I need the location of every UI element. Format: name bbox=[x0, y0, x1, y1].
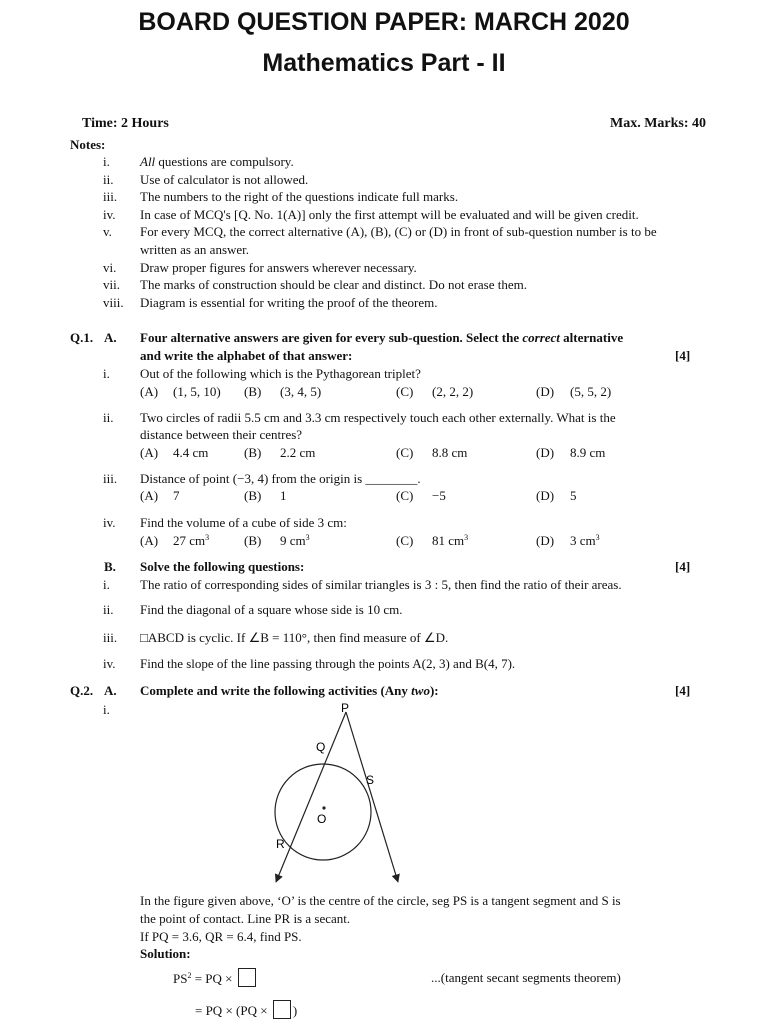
option-label: (B) bbox=[244, 488, 262, 503]
mcq-number: i. bbox=[103, 366, 110, 381]
option-value: 4.4 cm bbox=[173, 445, 209, 460]
option-label: (C) bbox=[396, 533, 414, 548]
option-value: (3, 4, 5) bbox=[280, 384, 322, 399]
note-number: vii. bbox=[103, 277, 120, 292]
option-value: (1, 5, 10) bbox=[173, 384, 221, 399]
option-label: (D) bbox=[536, 488, 555, 503]
note-number: vi. bbox=[103, 260, 117, 275]
section-letter: B. bbox=[104, 559, 116, 574]
note-text-continued: written as an answer. bbox=[140, 242, 250, 257]
note-text: Draw proper figures for answers wherever necessary. bbox=[140, 260, 417, 275]
point-o-label: O bbox=[317, 812, 327, 826]
short-q-text: Find the diagonal of a square whose side is 10 cm. bbox=[140, 602, 403, 617]
option-value: 8.9 cm bbox=[570, 445, 606, 460]
time-label: Time: 2 Hours bbox=[82, 116, 169, 131]
option-label: (B) bbox=[244, 384, 262, 399]
paper-title: BOARD QUESTION PAPER: MARCH 2020 bbox=[138, 8, 630, 36]
option-label: (C) bbox=[396, 488, 414, 503]
q2-description-continued: the point of contact. Line PR is a secant. bbox=[140, 911, 351, 926]
q2-given: If PQ = 3.6, QR = 6.4, find PS. bbox=[140, 929, 302, 944]
secant-line-pr bbox=[276, 712, 346, 882]
option-value: (5, 5, 2) bbox=[570, 384, 612, 399]
center-point bbox=[322, 806, 325, 809]
notes-label: Notes: bbox=[70, 137, 106, 152]
mcq-question: Find the volume of a cube of side 3 cm: bbox=[140, 515, 347, 530]
short-q-number: iv. bbox=[103, 656, 116, 671]
option-label: (B) bbox=[244, 445, 262, 460]
option-label: (A) bbox=[140, 384, 159, 399]
mcq-question: Two circles of radii 5.5 cm and 3.3 cm respectively touch each other externally. What is the bbox=[140, 410, 616, 425]
short-q-text: The ratio of corresponding sides of similar triangles is 3 : 5, then find the ratio of their areas. bbox=[140, 577, 622, 592]
section-letter: A. bbox=[104, 330, 117, 345]
mcq-number: iii. bbox=[103, 471, 118, 486]
sub-question-number: i. bbox=[103, 702, 110, 717]
answer-box[interactable] bbox=[273, 1000, 291, 1019]
point-s-label: S bbox=[366, 773, 375, 787]
option-value: 8.8 cm bbox=[432, 445, 468, 460]
short-q-number: ii. bbox=[103, 602, 114, 617]
mcq-question: Distance of point (−3, 4) from the origin is ________. bbox=[140, 471, 421, 486]
note-text: Diagram is essential for writing the proof of the theorem. bbox=[140, 295, 438, 310]
option-value: (2, 2, 2) bbox=[432, 384, 474, 399]
short-q-number: i. bbox=[103, 577, 110, 592]
note-number: viii. bbox=[103, 295, 124, 310]
note-number: ii. bbox=[103, 172, 114, 187]
question-1-label: Q.1. bbox=[70, 330, 94, 345]
point-q-label: Q bbox=[316, 740, 326, 754]
mcq-number: iv. bbox=[103, 515, 116, 530]
option-value: 3 $cm^3$ bbox=[570, 533, 600, 548]
option-label: (C) bbox=[396, 384, 414, 399]
answer-box[interactable] bbox=[238, 968, 256, 987]
option-value: 7 bbox=[173, 488, 180, 503]
option-label: (C) bbox=[396, 445, 414, 460]
max-marks-label: Max. Marks: 40 bbox=[610, 116, 707, 131]
solution-label: Solution: bbox=[140, 946, 191, 961]
step-1-reason: ...(tangent secant segments theorem) bbox=[431, 970, 621, 985]
point-r-label: R bbox=[276, 837, 285, 851]
paper-subtitle: Mathematics Part - II bbox=[262, 49, 506, 77]
note-number: v. bbox=[103, 224, 112, 239]
section-letter: A. bbox=[104, 683, 117, 698]
note-text: Use of calculator is not allowed. bbox=[140, 172, 309, 187]
mcq-question: Out of the following which is the Pythagorean triplet? bbox=[140, 366, 421, 381]
option-value: −5 bbox=[432, 488, 446, 503]
option-value: 9 $cm^3$ bbox=[280, 533, 310, 548]
option-label: (D) bbox=[536, 533, 555, 548]
note-number: i. bbox=[103, 154, 110, 169]
note-number: iii. bbox=[103, 189, 118, 204]
option-label: (A) bbox=[140, 445, 159, 460]
section-a-instruction-continued: and write the alphabet of that answer: bbox=[140, 348, 353, 363]
point-p-label: P bbox=[341, 701, 350, 715]
solution-step-2: = PQ × (PQ × ) bbox=[195, 1000, 297, 1019]
mcq-question-continued: distance between their centres? bbox=[140, 427, 303, 442]
section-a-instruction: Four alternative answers are given for every sub-question. Select the correct alternative bbox=[140, 330, 624, 345]
option-value: 81 $cm^3$ bbox=[432, 533, 469, 548]
short-q-text: □ABCD is cyclic. If ∠B = 110°, then find measure of ∠D. bbox=[140, 630, 449, 645]
solution-step-1: $PS^2$ = PQ × bbox=[173, 968, 258, 987]
option-label: (A) bbox=[140, 533, 159, 548]
option-label: (D) bbox=[536, 445, 555, 460]
q2-heading: Complete and write the following activities (Any two): bbox=[140, 683, 439, 698]
q2-description: In the figure given above, ‘O’ is the centre of the circle, seg PS is a tangent segment and S is bbox=[140, 893, 621, 908]
note-text: For every MCQ, the correct alternative (A), (B), (C) or (D) in front of sub-question number is to be bbox=[140, 224, 657, 239]
note-text: The marks of construction should be clear and distinct. Do not erase them. bbox=[140, 277, 528, 292]
question-2-label: Q.2. bbox=[70, 683, 94, 698]
short-q-text: Find the slope of the line passing through the points A(2, 3) and B(4, 7). bbox=[140, 656, 516, 671]
option-value: 27 $cm^3$ bbox=[173, 533, 210, 548]
option-value: 1 bbox=[280, 488, 287, 503]
section-b-heading: Solve the following questions: bbox=[140, 559, 305, 574]
tangent-line-ps bbox=[346, 712, 398, 882]
option-value: 2.2 cm bbox=[280, 445, 316, 460]
note-text: All questions are compulsory. bbox=[140, 154, 294, 169]
note-text: The numbers to the right of the questions indicate full marks. bbox=[140, 189, 459, 204]
mcq-number: ii. bbox=[103, 410, 114, 425]
option-label: (A) bbox=[140, 488, 159, 503]
marks-badge: [4] bbox=[675, 683, 691, 698]
option-value: 5 bbox=[570, 488, 577, 503]
note-text: In case of MCQ's [Q. No. 1(A)] only the first attempt will be evaluated and will be given credit. bbox=[140, 207, 639, 222]
option-label: (B) bbox=[244, 533, 262, 548]
note-number: iv. bbox=[103, 207, 116, 222]
option-label: (D) bbox=[536, 384, 555, 399]
marks-badge: [4] bbox=[675, 348, 691, 363]
marks-badge: [4] bbox=[675, 559, 691, 574]
short-q-number: iii. bbox=[103, 630, 118, 645]
